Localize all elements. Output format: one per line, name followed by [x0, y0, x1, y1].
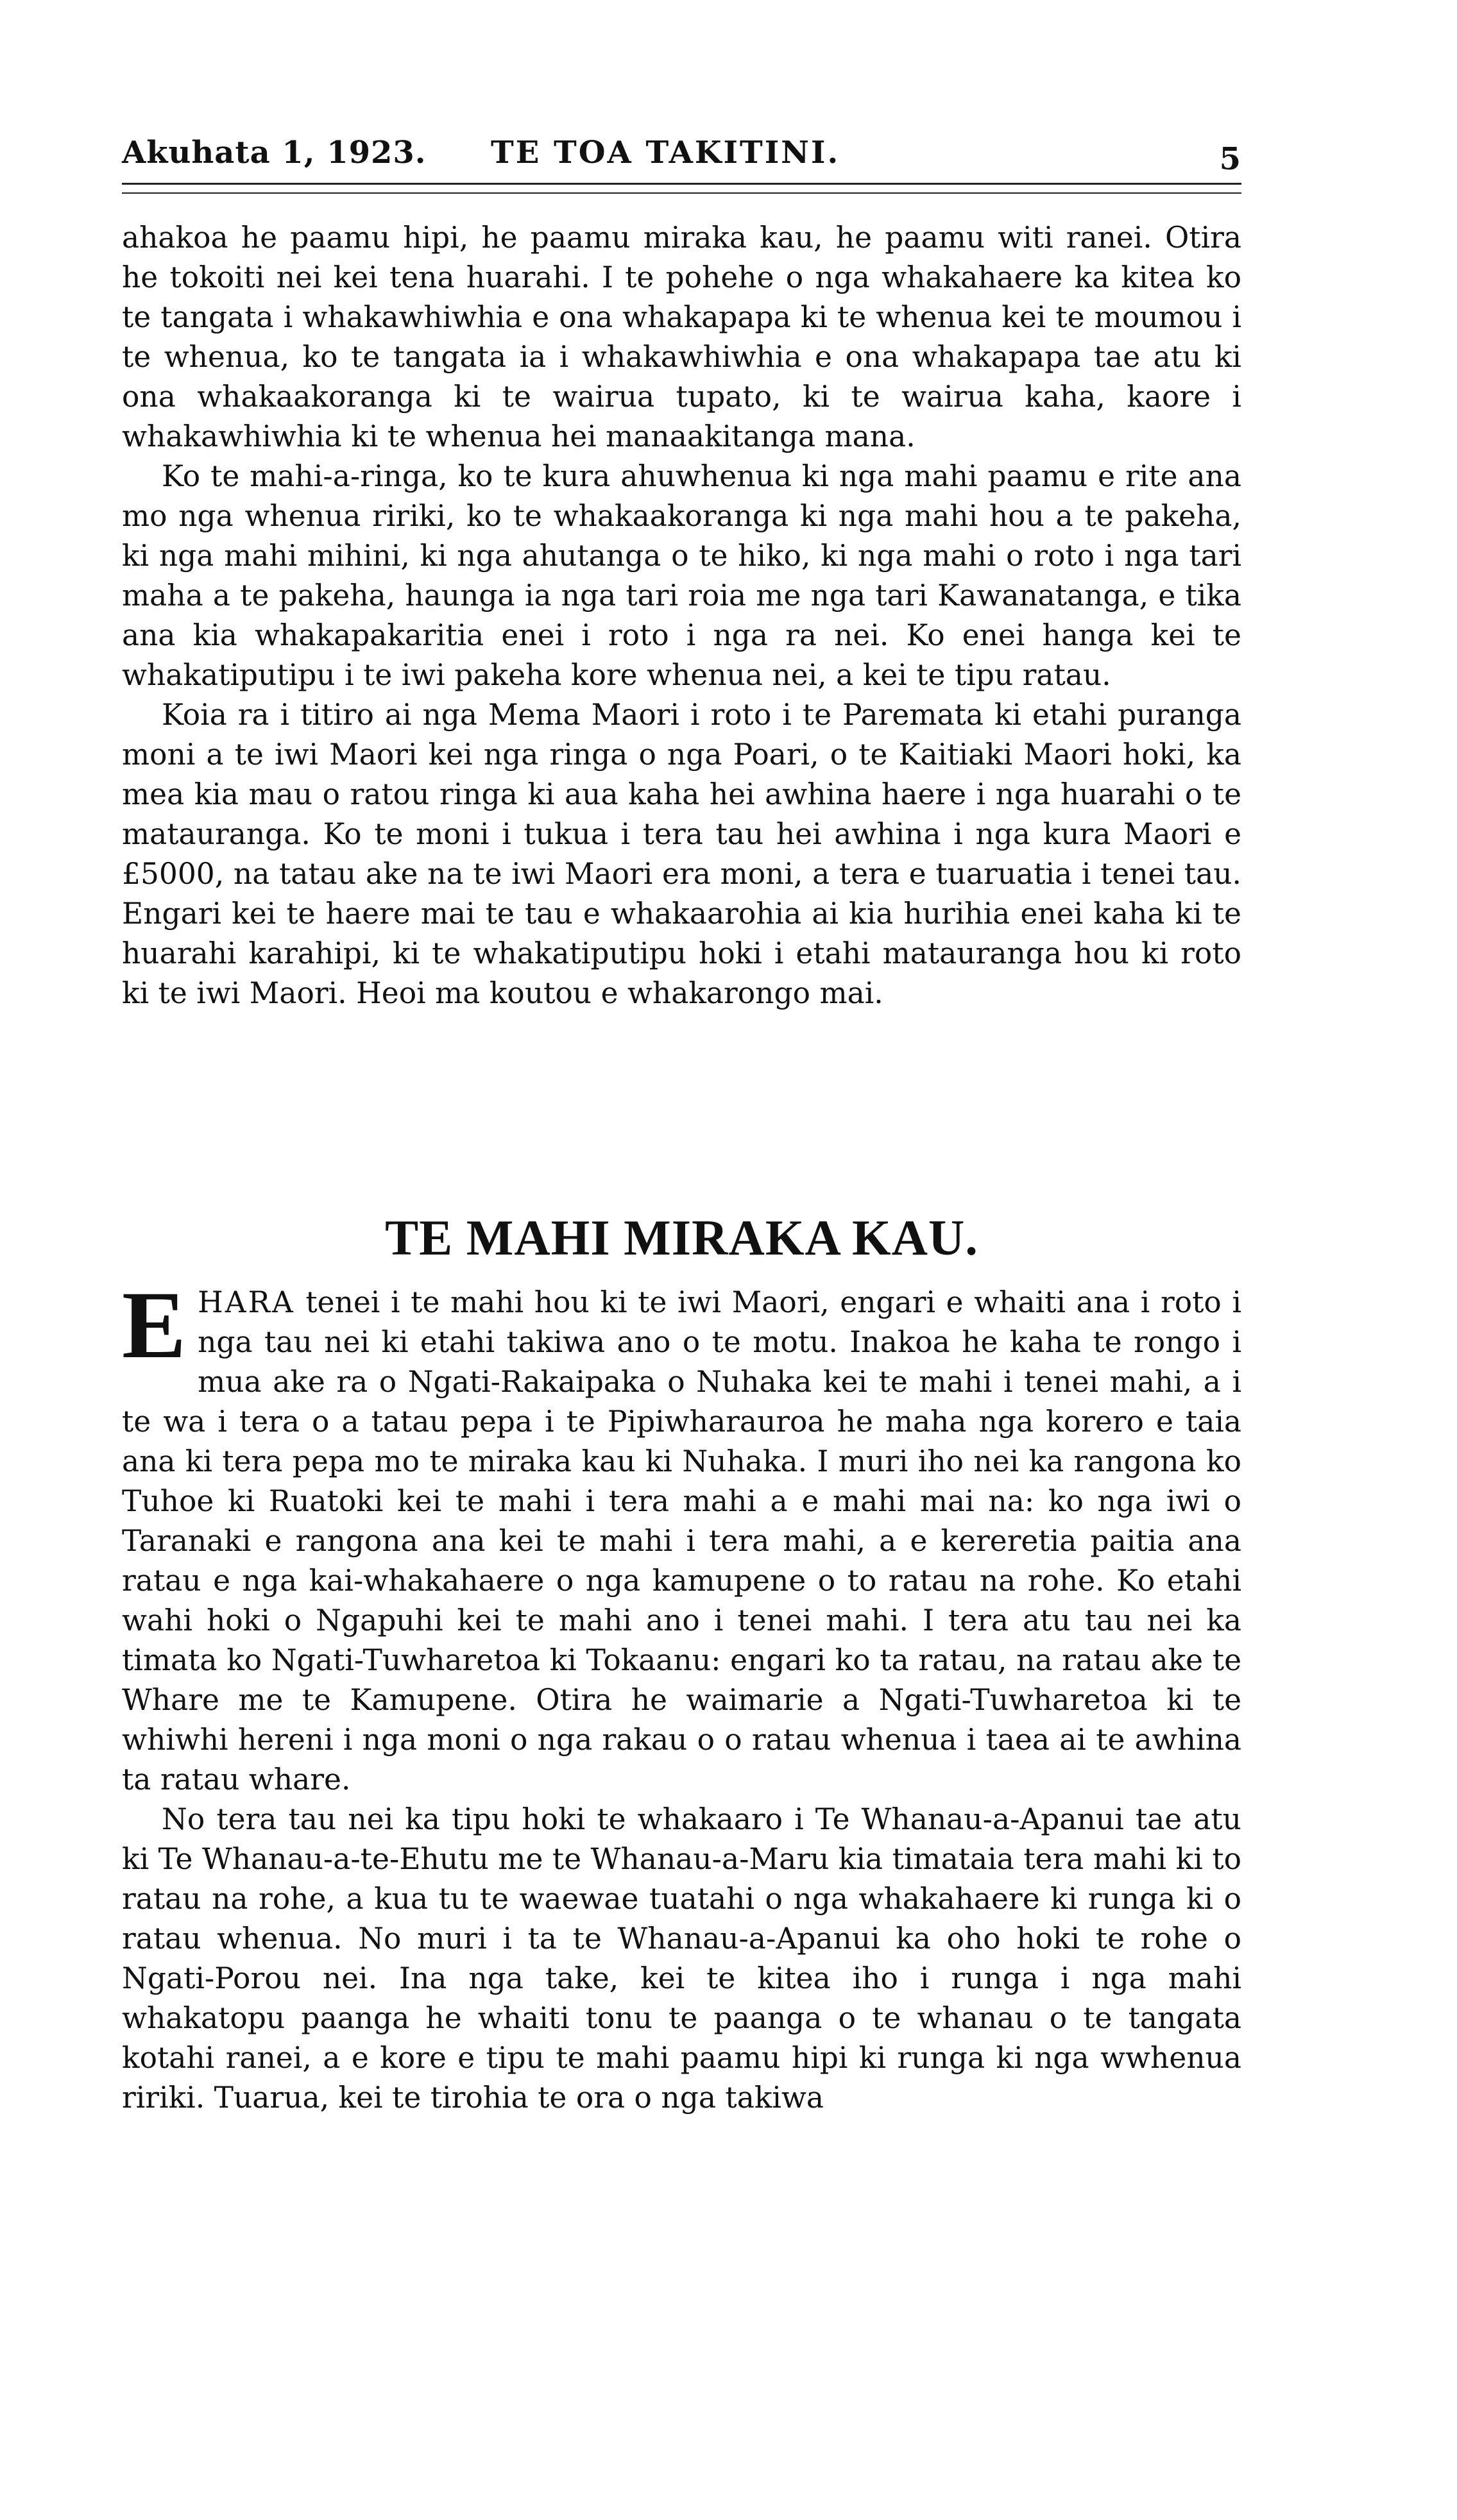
- newspaper-title: TE TOA TAKITINI.: [491, 135, 840, 171]
- paragraph: ahakoa he paamu hipi, he paamu miraka kau, he paamu witi ranei. Otira he tokoiti nei kei tena huarahi. I te pohehe o nga whakahaere ka kitea ko te tangata i whakawhiwhia e ona whakapapa ki te whenua kei te moumou i te whenua, ko te tangata ia i whakawhiwhia e ona whakapapa tae atu ki ona whakaakoranga ki te wairua tupato, ki te wairua kaha, kaore i whakawhiwhia ki te whenua hei manaakitanga mana.: [122, 221, 1241, 453]
- page-header: [122, 128, 1241, 192]
- header-date: Akuhata 1, 1923.: [122, 135, 427, 171]
- paragraph-text: tenei i te mahi hou ki te iwi Maori, engari e whaiti ana i roto i nga tau nei ki etahi takiwa ano o te motu. Inakoa he kaha te rongo i mua ake ra o Ngati-Rakaipaka o Nuhaka kei te mahi i tenei mahi, a i te wa i tera o a tatau pepa i te Pipiwharauroa he maha nga korero e taia ana ki tera pepa mo te miraka kau ki Nuhaka. I muri iho nei ka rangona ko Tuhoe ki Ruatoki kei te mahi i tera mahi a e mahi mai na: ko nga iwi o Taranaki e rangona ana kei te mahi i tera mahi, a e kereretia paitia ana ratau e nga kai-whakahaere o nga kamupene o to ratau na rohe. Ko etahi wahi hoki o Ngapuhi kei te mahi ano i tenei mahi. I tera atu tau nei ka timata ko Ngati-Tuwharetoa ki Tokaanu: engari ko ta ratau, na ratau ake te Whare me te Kamupene. Otira he waimarie a Ngati-Tuwharetoa ki te whiwhi hereni i nga moni o nga rakau o o ratau whenua i taea ai te awhina ta ratau whare.: [122, 1285, 1241, 1797]
- paragraph: Koia ra i titiro ai nga Mema Maori i roto i te Paremata ki etahi puranga moni a te iwi Maori kei nga ringa o nga Poari, o te Kaitiaki Maori hoki, ka mea kia mau o ratou ringa ki aua kaha hei awhina haere i nga huarahi o te matauranga. Ko te moni i tukua i tera tau hei awhina i nga kura Maori e £5000, na tatau ake na te iwi Maori era moni, a tera e tuaruatia i tenei tau. Engari kei te haere mai te tau e whakaarohia ai kia hurihia enei kaha ki te huarahi karahipi, ki te whakatiputipu hoki i etahi matauranga hou ki roto ki te iwi Maori. Heoi ma koutou e whakarongo mai.: [122, 698, 1241, 1010]
- paragraph: Ko te mahi-a-ringa, ko te kura ahuwhenua ki nga mahi paamu e rite ana mo nga whenua ririki, ko te whakaakoranga ki nga mahi hou a te pakeha, ki nga mahi mihini, ki nga ahutanga o te hiko, ki nga mahi o roto i nga tari maha a te pakeha, haunga ia nga tari roia me nga tari Kawanatanga, e tika ana kia whakapakaritia enei i roto i nga ra nei. Ko enei hanga kei te whakatiputipu i te iwi pakeha kore whenua nei, a kei te tipu ratau.: [122, 459, 1241, 692]
- header-rule-top: [122, 183, 1241, 185]
- page-number: 5: [1219, 141, 1241, 177]
- newspaper-page: [122, 128, 1241, 2115]
- paragraph: No tera tau nei ka tipu hoki te whakaaro i Te Whanau-a-Apanui tae atu ki Te Whanau-a-te-Ehutu me te Whanau-a-Maru kia timataia tera mahi ki to ratau na rohe, a kua tu te waewae tuatahi o nga whakahaere ki runga ki o ratau whenua. No muri i ta te Whanau-a-Apanui ka oho hoki te rohe o Ngati-Porou nei. Ina nga take, kei te kitea iho i runga i nga mahi whakatopu paanga he whaiti tonu te paanga o te whanau o te tangata kotahi ranei, a e kore e tipu te mahi paamu hipi ki runga ki nga wwhenua ririki. Tuarua, kei te tirohia te ora o nga takiwa: [122, 1802, 1241, 2115]
- paragraph: [122, 1272, 1241, 1800]
- article-mahi-miraka-kau: [122, 1272, 1241, 2118]
- continued-article: [122, 218, 1241, 1013]
- drop-cap: E: [122, 1272, 187, 1378]
- section-heading: TE MAHI MIRAKA KAU.: [385, 1210, 978, 1265]
- opening-word: HARA: [198, 1285, 295, 1319]
- header-rule-bottom: [122, 192, 1241, 194]
